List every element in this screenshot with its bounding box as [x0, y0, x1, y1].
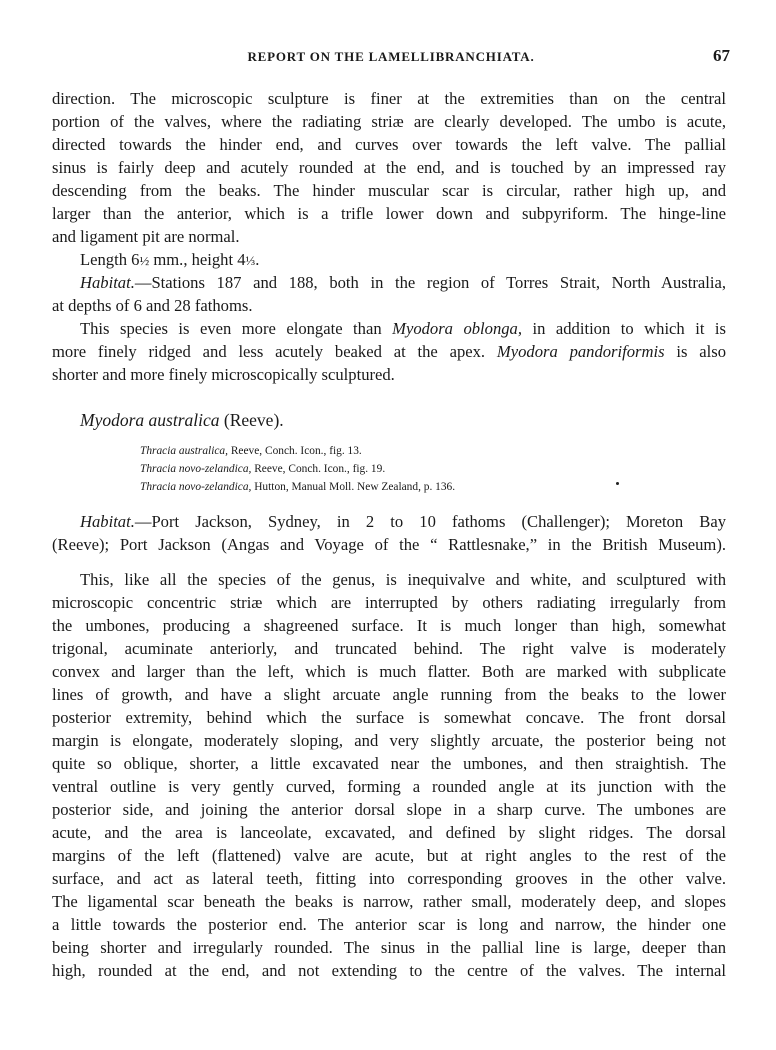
text-line: margin is elongate, moderately sloping, and very slightly arcuate, the posterior being not	[52, 731, 726, 750]
text-line: and ligament pit are normal.	[52, 227, 240, 246]
page-header	[52, 46, 730, 70]
text-line: The ligamental scar beneath the beaks is narrow, rather small, moderately deep, and slopes	[52, 892, 726, 911]
species-title: Myodora australica	[80, 410, 220, 430]
habitat-line: Habitat.—Port Jackson, Sydney, in 2 to 10 fathoms (Challenger); Moreton Bay	[80, 512, 726, 531]
text-line: margins of the left (flattened) valve are acute, but at right angles to the rest of the	[52, 846, 726, 865]
text-line: descending from the beaks. The hinder muscular scar is circular, rather high up, and	[52, 181, 726, 200]
text-line: quite so oblique, shorter, a little excavated near the umbones, and then straightish. The	[52, 754, 726, 773]
species-name: Myodora oblonga,	[392, 319, 522, 338]
text-line: the umbones, producing a shagreened surface. It is much longer than high, somewhat	[52, 616, 726, 635]
text-line: larger than the anterior, which is a trifle lower down and subpyriform. The hinge-line	[52, 204, 726, 223]
text-line: posterior extremity, behind which the surface is somewhat concave. The front dorsal	[52, 708, 726, 727]
text-line: directed towards the hinder end, and curves over towards the left valve. The pallial	[52, 135, 726, 154]
comparison-line: shorter and more finely microscopically sculptured.	[52, 365, 395, 384]
text-line: trigonal, acuminate anteriorly, and truncated behind. The right valve is moderately	[52, 639, 726, 658]
text-line: lines of growth, and have a slight arcuate angle running from the beaks to the lower	[52, 685, 726, 704]
comparison-line: This species is even more elongate than Myodora oblonga, in addition to which it is	[80, 319, 726, 338]
habitat-line: (Reeve); Port Jackson (Angas and Voyage of the “ Rattlesnake,” in the British Museum).	[52, 535, 726, 554]
measurements: Length 6½ mm., height 4⅓.	[80, 250, 260, 269]
synonym-entry: Thracia australica, Reeve, Conch. Icon., fig. 13.	[140, 445, 362, 457]
text-line: being shorter and irregularly rounded. The sinus in the pallial line is large, deeper than	[52, 938, 726, 957]
text-line: direction. The microscopic sculpture is finer at the extremities than on the central	[52, 89, 726, 108]
text-line: microscopic concentric striæ which are interrupted by others radiating irregularly from	[52, 593, 726, 612]
text-line: ventral outline is very gently curved, forming a rounded angle at its junction with the	[52, 777, 726, 796]
synonym-entry: Thracia novo-zelandica, Hutton, Manual Moll. New Zealand, p. 136.	[140, 481, 456, 493]
text-line: acute, and the area is lanceolate, excavated, and defined by slight ridges. The dorsal	[52, 823, 726, 842]
synonym-entry: Thracia novo-zelandica, Reeve, Conch. Icon., fig. 19.	[140, 463, 386, 475]
text-line: surface, and act as lateral teeth, fitting into corresponding grooves in the other valve.	[52, 869, 726, 888]
text-line: a little towards the posterior end. The anterior scar is long and narrow, the hinder one	[52, 915, 726, 934]
stray-mark	[616, 482, 619, 485]
page-number: 67	[713, 46, 730, 65]
text-line: sinus is fairly deep and acutely rounded at the end, and is touched by an impressed ray	[52, 158, 726, 177]
running-title: REPORT ON THE LAMELLIBRANCHIATA.	[247, 49, 535, 64]
text-line: portion of the valves, where the radiating striæ are clearly developed. The umbo is acute,	[52, 112, 726, 131]
text-line: posterior side, and joining the anterior dorsal slope in a sharp curve. The umbones are	[52, 800, 726, 819]
habitat-label: Habitat.	[80, 512, 135, 531]
habitat-line: at depths of 6 and 28 fathoms.	[52, 296, 253, 315]
habitat-line: Habitat.—Stations 187 and 188, both in the region of Torres Strait, North Australia,	[80, 273, 726, 292]
habitat-label: Habitat.	[80, 273, 135, 292]
text-line: convex and larger than the left, which is much flatter. Both are marked with subplicate	[52, 662, 726, 681]
species-name: Myodora pandoriformis	[496, 342, 665, 361]
comparison-line: more finely ridged and less acutely beaked at the apex. Myodora pandoriformis is also	[52, 342, 726, 361]
text-line: high, rounded at the end, and not extending to the centre of the valves. The internal	[52, 961, 726, 980]
species-heading: Myodora australica (Reeve).	[80, 410, 284, 430]
text-line: This, like all the species of the genus, is inequivalve and white, and sculptured with	[80, 570, 726, 589]
